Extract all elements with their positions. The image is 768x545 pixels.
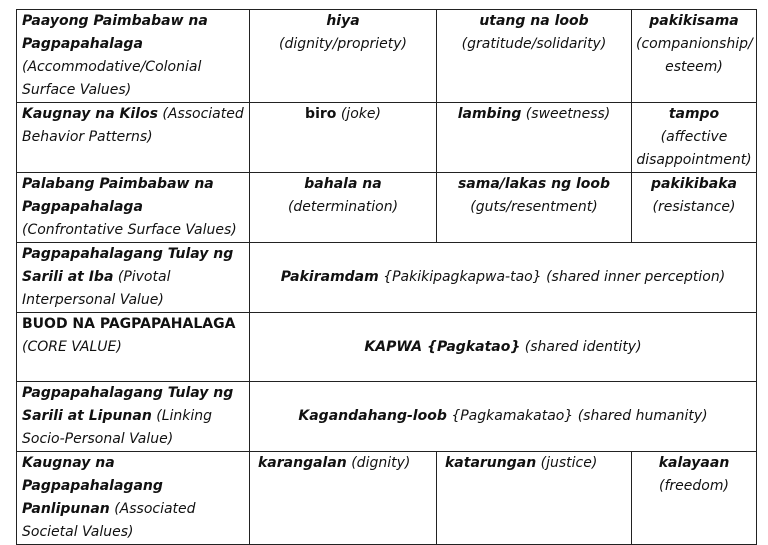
value-cell: [632, 103, 757, 173]
value-gloss: (dignity): [346, 455, 411, 471]
row-label-rest: (Associated Behavior Patterns): [22, 106, 244, 145]
row-label-rest: (CORE VALUE): [22, 339, 122, 355]
merged-value-cell: [250, 313, 757, 382]
merged-term: Kagandahang-loob: [298, 408, 447, 424]
value-term: pakikibaka: [651, 176, 737, 192]
value-term: kalayaan: [658, 455, 730, 471]
value-gloss: (joke): [336, 106, 381, 122]
row-label-bold: Pagpapahalagang Tulay ng Sarili at Lipunan: [22, 385, 234, 424]
row-label-bold: Paayong Paimbabaw na Pagpapahalaga: [22, 13, 208, 52]
value-gloss: (freedom): [659, 478, 729, 494]
row-label-bold: Pagpapahalagang Tulay ng Sarili at Iba: [22, 246, 234, 285]
value-cell: [250, 10, 437, 103]
merged-gloss: {Pagkamakatao} (shared humanity): [446, 408, 708, 424]
table-row: [17, 243, 757, 313]
value-cell: [437, 103, 632, 173]
row-label-rest: (Pivotal Interpersonal Value): [22, 269, 171, 308]
row-label-rest: (Associated Societal Values): [22, 501, 196, 540]
value-term: lambing: [457, 106, 522, 122]
value-gloss: (guts/resentment): [470, 199, 598, 215]
value-gloss: (determination): [287, 199, 399, 215]
value-term: biro: [305, 106, 337, 122]
row-label-rest: (Accommodative/Colonial Surface Values): [22, 59, 202, 98]
value-term: sama/lakas ng loob: [457, 176, 611, 192]
value-gloss: (companionship/ esteem): [636, 36, 753, 75]
row-label: [17, 173, 250, 243]
merged-value-cell: [250, 382, 757, 452]
value-cell: [250, 173, 437, 243]
row-label-bold: Palabang Paimbabaw na Pagpapahalaga: [22, 176, 214, 215]
table-row: [17, 452, 757, 545]
value-gloss: (dignity/propriety): [279, 36, 407, 52]
value-term: bahala na: [304, 176, 382, 192]
table-row: [17, 103, 757, 173]
value-term: katarungan: [445, 455, 537, 471]
value-cell: [632, 173, 757, 243]
value-term: hiya: [326, 13, 360, 29]
values-table: [16, 9, 757, 545]
row-label: [17, 10, 250, 103]
merged-gloss: {Pakikipagkapwa-tao} (shared inner perception): [378, 269, 726, 285]
value-term: pakikisama: [649, 13, 739, 29]
value-cell: [437, 10, 632, 103]
row-label-bold: Kaugnay na Kilos: [22, 106, 158, 122]
row-label: [17, 103, 250, 173]
value-gloss: (justice): [536, 455, 598, 471]
value-term: karangalan: [258, 455, 347, 471]
row-label-rest: (Confrontative Surface Values): [22, 222, 237, 238]
merged-value-cell: [250, 243, 757, 313]
merged-term: Pakiramdam: [280, 269, 379, 285]
row-label-bold: Kaugnay na Pagpapahalagang Panlipunan: [22, 455, 163, 517]
merged-term: KAPWA {Pagkatao}: [364, 338, 521, 355]
value-cell: [437, 452, 632, 545]
row-label: [17, 313, 250, 382]
value-cell: [437, 173, 632, 243]
value-cell: [250, 103, 437, 173]
value-gloss: (gratitude/solidarity): [461, 36, 607, 52]
row-label: [17, 382, 250, 452]
merged-gloss: (shared identity): [520, 338, 642, 355]
row-label-rest: (Linking Socio-Personal Value): [22, 408, 213, 447]
table-row: [17, 173, 757, 243]
value-term: utang na loob: [479, 13, 589, 29]
value-cell: [632, 452, 757, 545]
table-row: [17, 313, 757, 382]
row-label: [17, 243, 250, 313]
value-gloss: (resistance): [652, 199, 736, 215]
table-row: [17, 10, 757, 103]
row-label: [17, 452, 250, 545]
value-cell: [632, 10, 757, 103]
value-term: tampo: [668, 106, 720, 122]
value-gloss: (sweetness): [521, 106, 611, 122]
value-gloss: (affective disappointment): [636, 129, 752, 168]
row-label-bold: BUOD NA PAGPAPAHALAGA: [22, 316, 236, 332]
value-cell: [250, 452, 437, 545]
table-row: [17, 382, 757, 452]
